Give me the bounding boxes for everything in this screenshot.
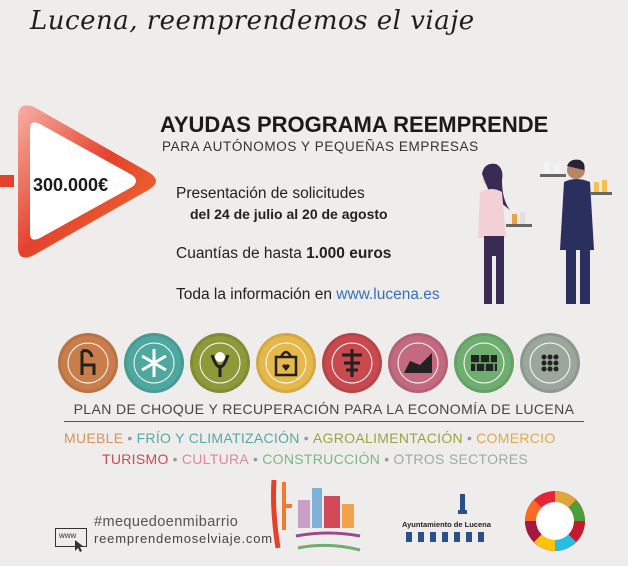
chair-icon bbox=[58, 333, 118, 393]
website-link[interactable]: reemprendemoselviaje.com bbox=[94, 531, 273, 546]
application-label: Presentación de solicitudes bbox=[176, 185, 365, 202]
info-prefix: Toda la información en bbox=[176, 286, 337, 303]
sector-label: TURISMO bbox=[102, 451, 169, 467]
amount-value: 1.000 euros bbox=[306, 245, 392, 262]
sector-label: COMERCIO bbox=[476, 430, 556, 446]
amount-prefix: Cuantías de hasta bbox=[176, 245, 307, 262]
sectors-line-1 bbox=[64, 430, 556, 446]
program-title: AYUDAS PROGRAMA REEMPRENDE bbox=[160, 112, 549, 137]
ayuntamiento-label: Ayuntamiento de Lucena bbox=[402, 520, 491, 529]
web-icon-label: www bbox=[59, 531, 77, 540]
sector-label: MUEBLE bbox=[64, 430, 124, 446]
headline: Lucena, reemprendemos el viaje bbox=[30, 6, 475, 36]
sector-icons-row bbox=[58, 333, 578, 401]
plan-title: PLAN DE CHOQUE Y RECUPERACIÓN PARA LA ECONOMÍA DE LUCENA bbox=[64, 401, 584, 422]
sector-label: CONSTRUCCIÓN bbox=[262, 451, 381, 467]
info-link[interactable]: www.lucena.es bbox=[336, 286, 440, 303]
bricks-icon bbox=[454, 333, 514, 393]
sector-label: OTROS SECTORES bbox=[393, 451, 529, 467]
sector-label: FRÍO Y CLIMATIZACIÓN bbox=[136, 430, 300, 446]
olive-icon bbox=[190, 333, 250, 393]
application-dates: del 24 de julio al 20 de agosto bbox=[190, 206, 388, 222]
signpost-icon bbox=[322, 333, 382, 393]
program-subtitle: PARA AUTÓNOMOS Y PEQUEÑAS EMPRESAS bbox=[162, 139, 479, 154]
waiters-illustration-icon bbox=[440, 150, 620, 315]
shopping-bag-icon bbox=[256, 333, 316, 393]
sector-separator: • bbox=[253, 451, 259, 467]
dots-icon bbox=[520, 333, 580, 393]
sector-label: AGROALIMENTACIÓN bbox=[312, 430, 463, 446]
theater-icon bbox=[388, 333, 448, 393]
sector-label: CULTURA bbox=[181, 451, 250, 467]
sector-separator: • bbox=[127, 430, 133, 446]
cursor-icon bbox=[74, 539, 86, 553]
sectors-line-2 bbox=[102, 451, 528, 467]
sector-separator: • bbox=[172, 451, 178, 467]
amount-info bbox=[176, 245, 391, 263]
snowflake-icon bbox=[124, 333, 184, 393]
sdg-wheel-icon bbox=[522, 488, 588, 554]
more-info bbox=[176, 286, 440, 304]
budget-amount: 300.000€ bbox=[33, 175, 109, 195]
hashtag: #mequedoenmibarrio bbox=[94, 514, 239, 530]
sector-separator: • bbox=[466, 430, 473, 446]
sector-separator: • bbox=[303, 430, 309, 446]
reemprendemos-logo-icon bbox=[268, 470, 378, 560]
sector-separator: • bbox=[384, 451, 390, 467]
